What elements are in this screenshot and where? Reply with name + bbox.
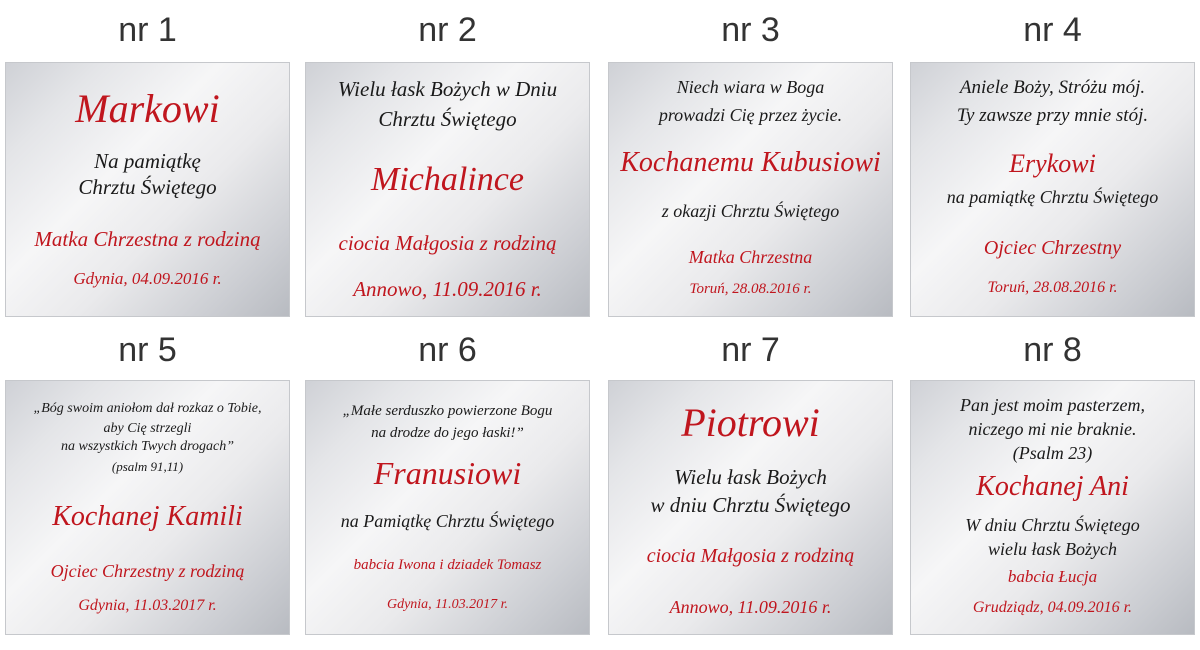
plaque-text-line: „Małe serduszko powierzone Bogu: [342, 403, 553, 419]
plate-label: nr 6: [418, 331, 477, 369]
plaque-text-line: Chrztu Świętego: [378, 107, 517, 131]
plaque-date: Grudziądz, 04.09.2016 r.: [972, 599, 1133, 616]
plaque-date: Gdynia, 11.03.2017 r.: [386, 597, 509, 612]
plaque-7[interactable]: [608, 380, 893, 635]
plaque-text-line: „Bóg swoim aniołom dał rozkaz o Tobie,: [33, 401, 262, 416]
plaque-date: Annowo, 11.09.2016 r.: [353, 277, 542, 301]
plate-label: nr 2: [418, 11, 477, 49]
plaque-dedication-name: Franusiowi: [373, 455, 522, 491]
plaque-date: Toruń, 28.08.2016 r.: [689, 281, 812, 297]
plaque-signature: Ojciec Chrzestny z rodziną: [50, 561, 245, 581]
plaque-signature: Matka Chrzestna z rodziną: [34, 227, 261, 251]
plaque-dedication-name: Michalince: [371, 161, 524, 198]
plaque-text-line: na wszystkich Twych drogach”: [60, 439, 235, 454]
plaque-dedication-name: Piotrowi: [681, 400, 820, 445]
plaque-text-line: z okazji Chrztu Świętego: [661, 201, 840, 221]
plate-label: nr 1: [118, 11, 177, 49]
plaque-date: Gdynia, 11.03.2017 r.: [78, 597, 217, 614]
plaque-signature: ciocia Małgosia z rodziną: [646, 545, 855, 567]
plaque-signature: babcia Iwona i dziadek Tomasz: [353, 557, 542, 573]
plaque-dedication-name: Kochanej Ani: [976, 471, 1129, 502]
plaque-dedication-name: Erykowi: [1009, 149, 1096, 178]
plaque-date: Annowo, 11.09.2016 r.: [669, 597, 832, 617]
plaque-dedication-name: Kochanemu Kubusiowi: [620, 147, 881, 178]
plaque-text-line: niczego mi nie braknie.: [968, 419, 1137, 439]
plaque-dedication-name: Kochanej Kamili: [52, 501, 243, 532]
plaque-text-line: Niech wiara w Boga: [676, 77, 825, 97]
plaque-text-line: na Pamiątkę Chrztu Świętego: [340, 511, 555, 531]
plate-label: nr 5: [118, 331, 177, 369]
plaque-signature: Matka Chrzestna: [688, 247, 813, 267]
plaque-signature: babcia Łucja: [1007, 567, 1098, 586]
plaque-text-line: Wielu łask Bożych: [674, 465, 827, 489]
plate-label: nr 3: [721, 11, 780, 49]
plaque-text-line: wielu łask Bożych: [988, 539, 1117, 559]
plaque-text-line: aby Cię strzegli: [103, 421, 192, 436]
plaque-text-line: Pan jest moim pasterzem,: [960, 395, 1145, 415]
plaque-1[interactable]: [5, 62, 290, 317]
plaque-3[interactable]: [608, 62, 893, 317]
plaque-text-line: Aniele Boży, Stróżu mój.: [959, 77, 1146, 98]
plaque-text-line: Chrztu Świętego: [78, 175, 217, 199]
plate-label: nr 8: [1023, 331, 1082, 369]
plaque-2[interactable]: [305, 62, 590, 317]
plaque-text-line: Na pamiątkę: [94, 149, 201, 173]
plate-label: nr 7: [721, 331, 780, 369]
plaque-text-line: (psalm 91,11): [111, 459, 184, 474]
plaque-text-line: prowadzi Cię przez życie.: [658, 105, 843, 125]
plaque-6[interactable]: [305, 380, 590, 635]
plaque-8[interactable]: [910, 380, 1195, 635]
plate-label: nr 4: [1023, 11, 1082, 49]
plaque-dedication-name: Markowi: [75, 86, 220, 131]
plaque-text-line: Wielu łask Bożych w Dniu: [337, 77, 558, 101]
plaque-text-line: w dniu Chrztu Świętego: [650, 493, 851, 517]
plaque-date: Gdynia, 04.09.2016 r.: [73, 269, 222, 288]
plaque-text-line: (Psalm 23): [1012, 443, 1093, 463]
plaque-text-line: na pamiątkę Chrztu Świętego: [946, 187, 1159, 207]
plaque-text-line: na drodze do jego łaski!”: [371, 425, 524, 441]
plaque-signature: Ojciec Chrzestny: [983, 237, 1122, 259]
plaque-text-line: W dniu Chrztu Świętego: [965, 515, 1140, 535]
plaque-5[interactable]: [5, 380, 290, 635]
plaque-signature: ciocia Małgosia z rodziną: [338, 231, 557, 255]
plaque-text-line: Ty zawsze przy mnie stój.: [956, 105, 1149, 126]
plaque-date: Toruń, 28.08.2016 r.: [987, 279, 1118, 296]
plaque-4[interactable]: [910, 62, 1195, 317]
